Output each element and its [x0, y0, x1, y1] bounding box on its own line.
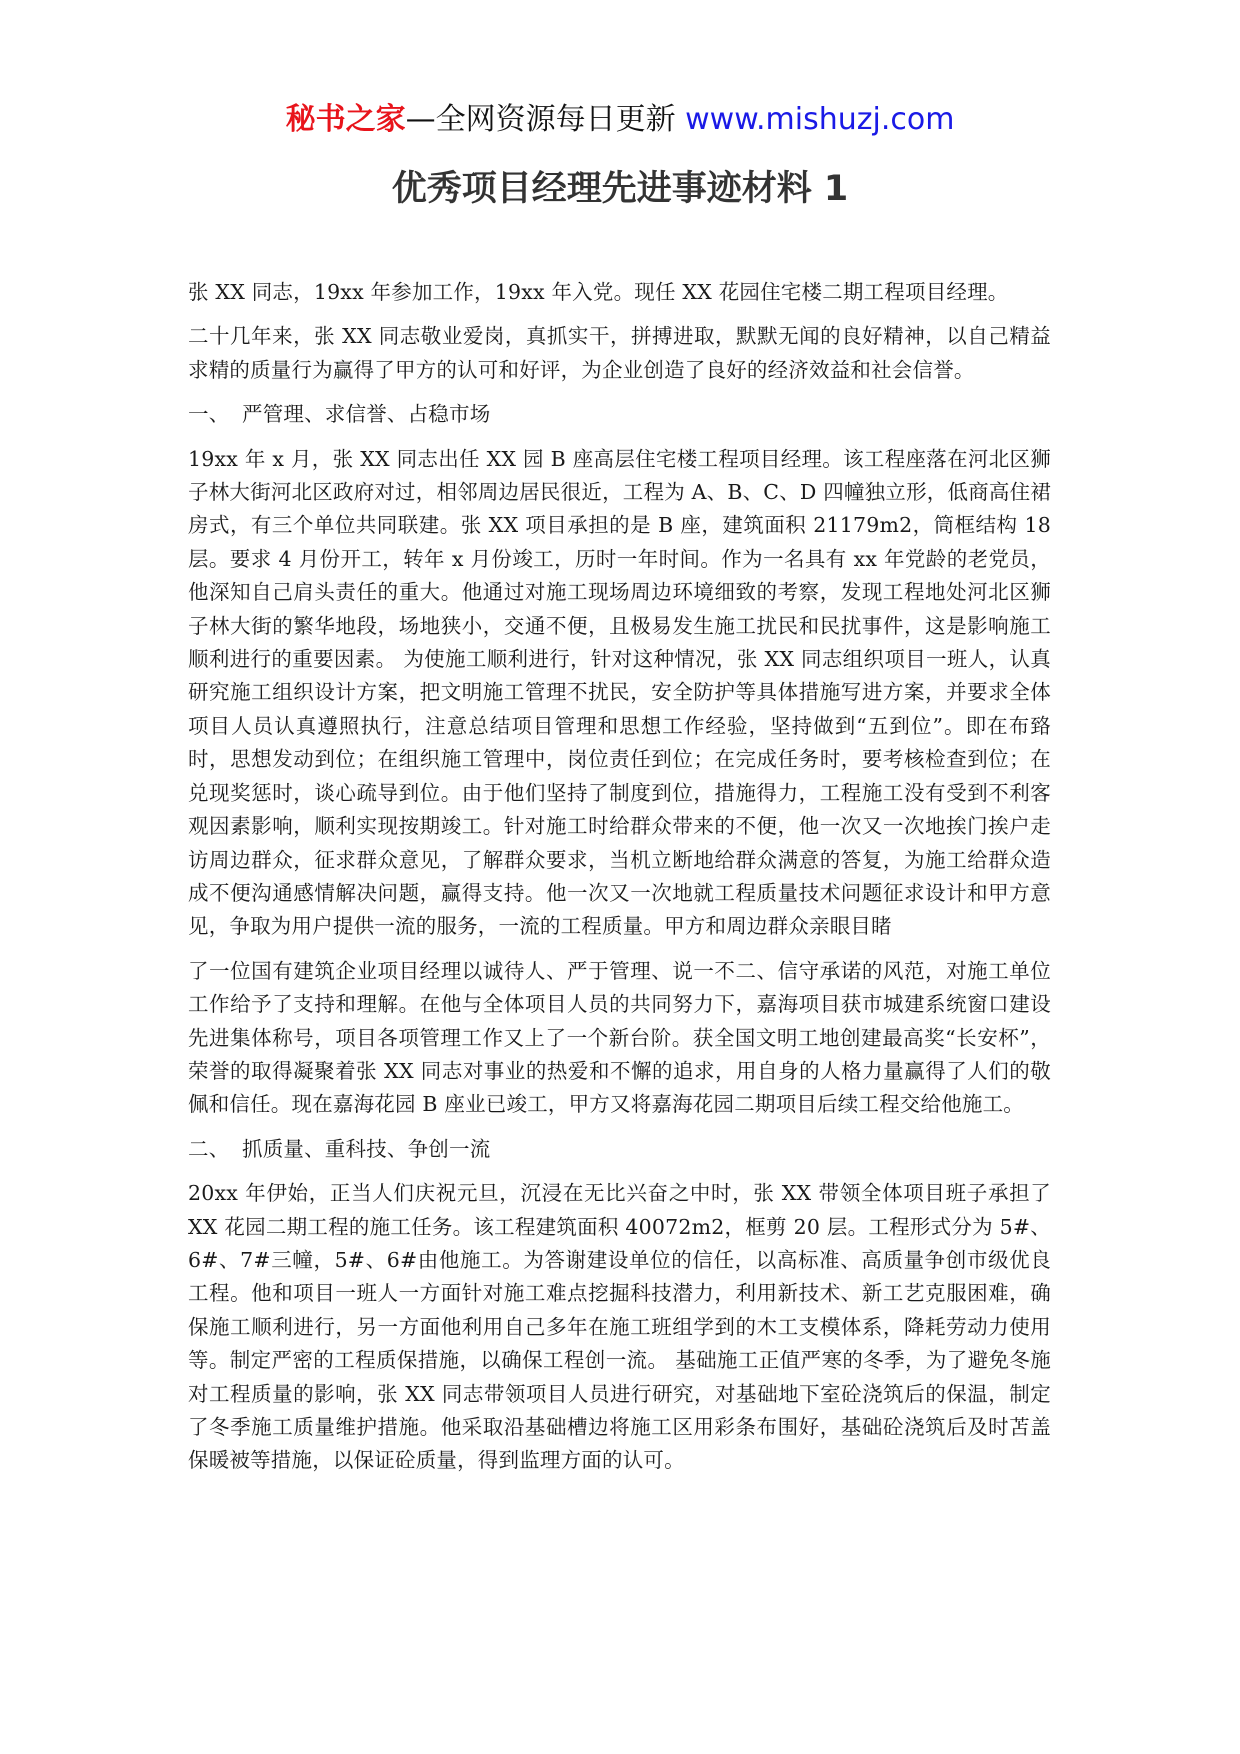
document-body	[188, 276, 1051, 1489]
brand-name: 秘书之家	[285, 102, 406, 137]
paragraph-intro: 张 XX 同志，19xx 年参加工作，19xx 年入党。现任 XX 花园住宅楼二期工程项目经理。	[188, 280, 1009, 304]
document-title: 优秀项目经理先进事迹材料 1	[391, 169, 849, 209]
section-number-2: 二、	[188, 1136, 230, 1161]
paragraph-section2-body: 20xx 年伊始，正当人们庆祝元旦，沉浸在无比兴奋之中时，张 XX 带领全体项目班子承担了 XX 花园二期工程的施工任务。该工程建筑面积 40072m2，框剪 20 层。工程形式分为 5#、6#、7#三幢，5#、6#由他施工。为答谢建设单位的信任，以高标准、高质量争创市级优良工程。他和项目一班人一方面针对施工难点挖掘科技潜力，利用新技术、新工艺克服困难，确保施工顺利进行，另一方面他利用自己多年在施工班组学到的木工支模体系，降耗劳动力使用等。制定严密的工程质保措施，以确保工程创一流。 基础施工正值严寒的冬季，为了避免冬施对工程质量的影响，张 XX 同志带领项目人员进行研究，对基础地下室砼浇筑后的保温，制定了冬季施工质量维护措施。他采取沿基础槽边将施工区用彩条布围好，基础砼浇筑后及时苫盖保暖被等措施，以保证砼质量，得到监理方面的认可。	[188, 1181, 1051, 1473]
section-number-1: 一、	[188, 402, 230, 427]
site-url-link[interactable]: www.mishuzj.com	[685, 102, 955, 137]
section-title-2: 抓质量、重科技、争创一流	[242, 1136, 491, 1161]
paragraph-section1-cont: 了一位国有建筑企业项目经理以诚待人、严于管理、说一不二、信守承诺的风范，对施工单位工作给予了支持和理解。在他与全体项目人员的共同努力下，嘉海项目获市城建系统窗口建设先进集体称号，项目各项管理工作又上了一个新台阶。获全国文明工地创建最高奖“长安杯”，荣誉的取得凝聚着张 XX 同志对事业的热爱和不懈的追求，用自身的人格力量赢得了人们的敬佩和信任。现在嘉海花园 B 座业已竣工，甲方又将嘉海花园二期项目后续工程交给他施工。	[188, 958, 1051, 1117]
paragraph-summary: 二十几年来，张 XX 同志敬业爱岗，真抓实干，拼搏进取，默默无闻的良好精神，以自己精益求精的质量行为赢得了甲方的认可和好评，为企业创造了良好的经济效益和社会信誉。	[188, 324, 1051, 382]
section-title-1: 严管理、求信誉、占稳市场	[242, 402, 491, 427]
section-heading-2	[188, 1133, 1051, 1166]
section-heading-1	[188, 398, 1051, 431]
site-banner	[0, 100, 1240, 140]
paragraph-section1-body: 19xx 年 x 月，张 XX 同志出任 XX 园 B 座高层住宅楼工程项目经理。该工程座落在河北区狮子林大街河北区政府对过，相邻周边居民很近，工程为 A、B、C、D 四幢独立形，低商高住裙房式，有三个单位共同联建。张 XX 项目承担的是 B 座，建筑面积 21179m2，筒框结构 18 层。要求 4 月份开工，转年 x 月份竣工，历时一年时间。作为一名具有 xx 年党龄的老党员，他深知自己肩头责任的重大。他通过对施工现场周边环境细致的考察，发现工程地处河北区狮子林大街的繁华地段，场地狭小，交通不便，且极易发生施工扰民和民扰事件，这是影响施工顺利进行的重要因素。 为使施工顺利进行，针对这种情况，张 XX 同志组织项目一班人，认真研究施工组织设计方案，把文明施工管理不扰民，安全防护等具体措施写进方案，并要求全体项目人员认真遵照执行，注意总结项目管理和思想工作经验，坚持做到“五到位”。即在布臵时，思想发动到位；在组织施工管理中，岗位责任到位；在完成任务时，要考核检查到位；在兑现奖惩时，谈心疏导到位。由于他们坚持了制度到位，措施得力，工程施工没有受到不利客观因素影响，顺利实现按期竣工。针对施工时给群众带来的不便，他一次又一次地挨门挨户走访周边群众，征求群众意见，了解群众要求，当机立断地给群众满意的答复，为施工给群众造成不便沟通感情解决问题，赢得支持。他一次又一次地就工程质量技术问题征求设计和甲方意见，争取为用户提供一流的服务，一流的工程质量。甲方和周边群众亲眼目睹	[188, 446, 1051, 939]
banner-tagline: —全网资源每日更新	[405, 102, 676, 137]
